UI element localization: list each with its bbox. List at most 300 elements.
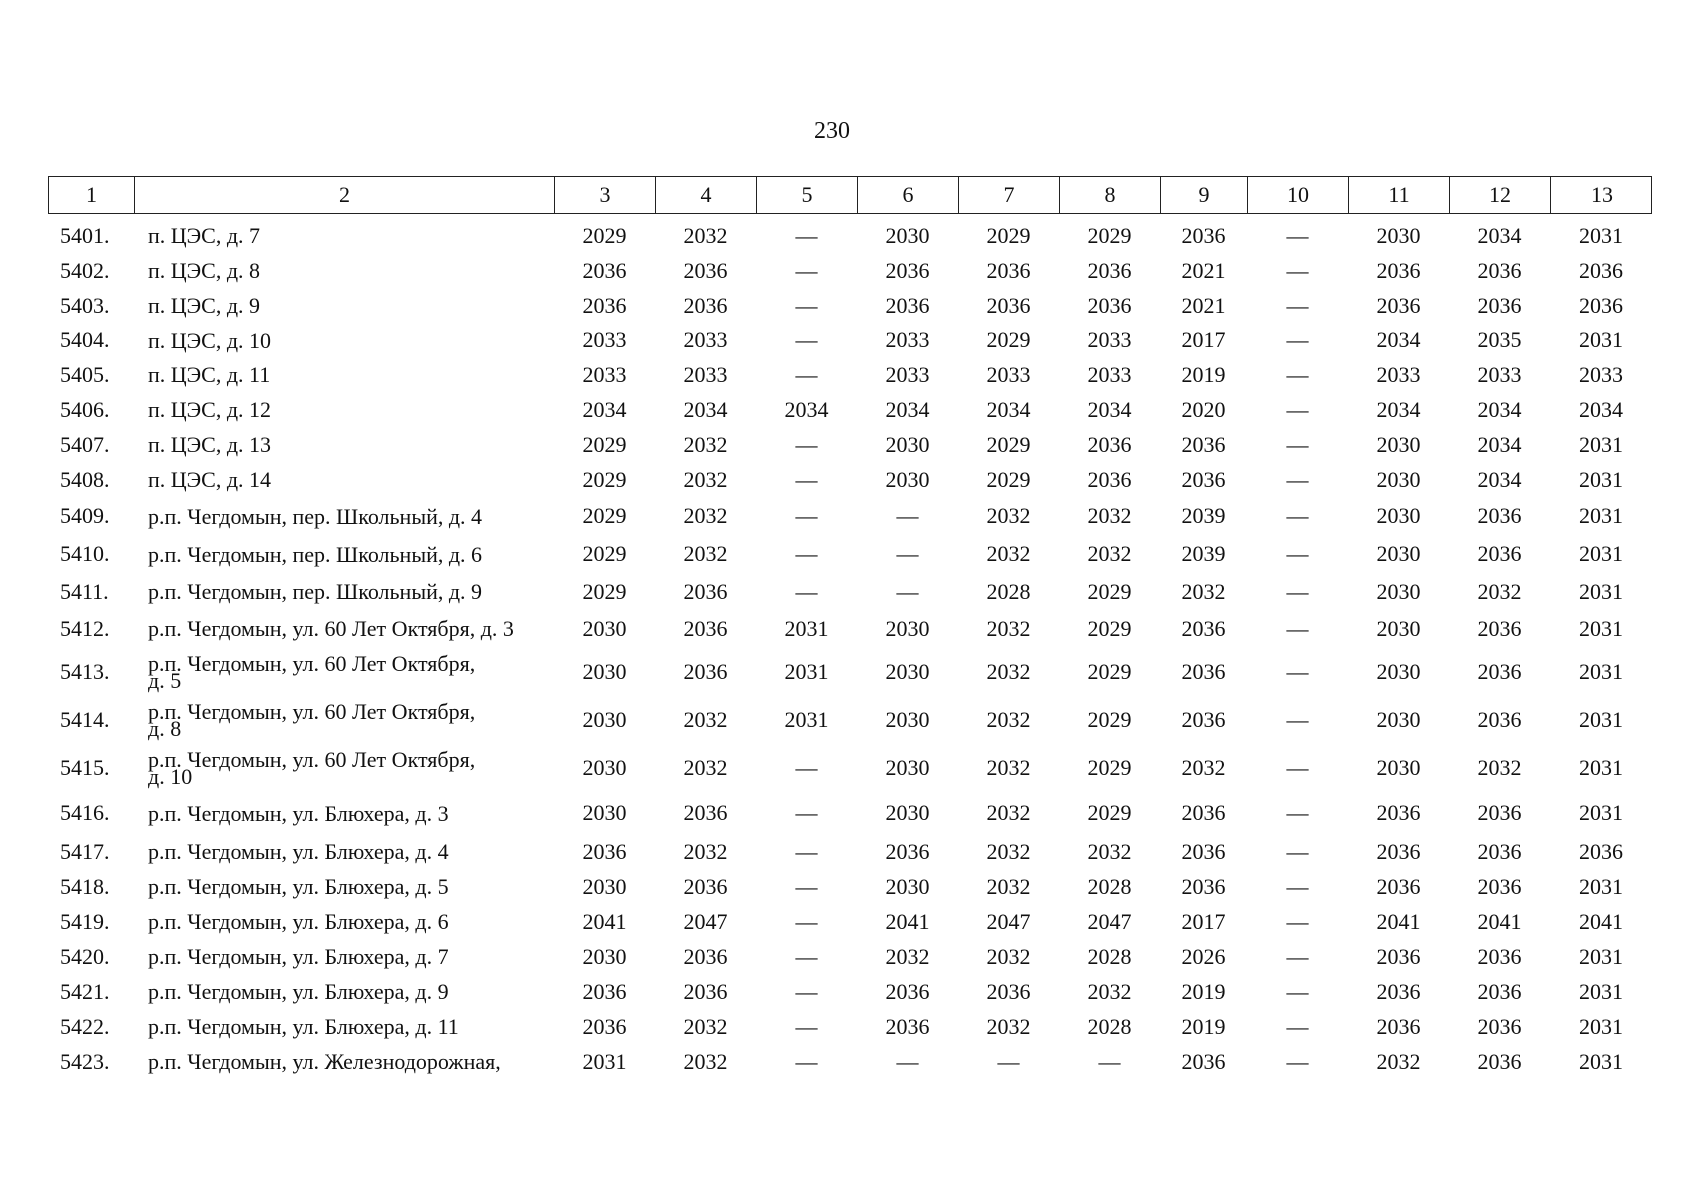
row-number: 5418. xyxy=(60,873,110,899)
year-cell: 2029 xyxy=(1087,707,1132,732)
year-cell: 2036 xyxy=(1477,658,1522,684)
year-cell: — xyxy=(795,873,818,899)
year-cell: 2033 xyxy=(1579,361,1623,387)
year-cell: 2032 xyxy=(683,503,728,528)
column-header-7: 7 xyxy=(959,177,1060,213)
year-cell: 2036 xyxy=(1376,292,1421,318)
year-cell: 2047 xyxy=(986,908,1031,934)
year-cell: 2041 xyxy=(1477,908,1522,934)
year-cell: 2030 xyxy=(885,873,930,899)
year-cell: 2034 xyxy=(1477,431,1522,457)
year-cell: 2034 xyxy=(885,396,930,422)
column-header-6: 6 xyxy=(858,177,959,213)
row-number: 5423. xyxy=(60,1048,110,1074)
year-cell: 2036 xyxy=(1579,838,1623,864)
year-cell: — xyxy=(1286,222,1309,248)
year-cell: 2029 xyxy=(1087,800,1132,825)
year-cell: 2031 xyxy=(1579,800,1623,825)
year-cell: 2031 xyxy=(1579,755,1623,780)
year-cell: 2036 xyxy=(885,838,930,864)
year-cell: 2036 xyxy=(1477,503,1522,528)
column-header-12: 12 xyxy=(1450,177,1551,213)
year-cell: — xyxy=(1286,1013,1309,1039)
year-cell: 2036 xyxy=(1376,943,1421,969)
year-cell: 2028 xyxy=(986,578,1031,604)
year-cell: 2041 xyxy=(885,908,930,934)
year-cell: 2036 xyxy=(683,943,728,969)
year-cell: 2032 xyxy=(683,838,728,864)
year-cell: 2036 xyxy=(1376,978,1421,1004)
year-cell: 2032 xyxy=(885,943,930,969)
year-cell: 2032 xyxy=(683,222,728,248)
column-header-5: 5 xyxy=(757,177,858,213)
year-cell: 2029 xyxy=(986,466,1031,492)
year-cell: — xyxy=(1286,578,1309,604)
year-cell: — xyxy=(795,800,818,825)
year-cell: 2036 xyxy=(582,838,627,864)
year-cell: 2034 xyxy=(1087,396,1132,422)
year-cell: 2032 xyxy=(986,1013,1031,1039)
year-cell: 2036 xyxy=(683,873,728,899)
year-cell: 2031 xyxy=(1579,222,1623,248)
year-cell: 2036 xyxy=(683,615,728,641)
year-cell: 2036 xyxy=(1477,800,1522,825)
address-cell: р.п. Чегдомын, ул. 60 Лет Октября, д. 5 xyxy=(148,650,476,693)
year-cell: 2036 xyxy=(1477,978,1522,1004)
year-cell: 2036 xyxy=(1477,615,1522,641)
table-row xyxy=(48,647,1652,696)
year-cell: — xyxy=(795,943,818,969)
address-cell: п. ЦЭС, д. 12 xyxy=(148,397,272,422)
year-cell: 2036 xyxy=(1477,1013,1522,1039)
year-cell: 2031 xyxy=(1579,578,1623,604)
year-cell: — xyxy=(1286,658,1309,684)
year-cell: 2032 xyxy=(1376,1048,1421,1074)
row-number: 5411. xyxy=(60,578,109,604)
address-cell: р.п. Чегдомын, ул. Блюхера, д. 7 xyxy=(148,944,449,969)
table-row xyxy=(48,1009,1652,1044)
year-cell: 2032 xyxy=(683,431,728,457)
year-cell: 2033 xyxy=(683,327,728,352)
year-cell: 2030 xyxy=(1376,755,1421,780)
year-cell: — xyxy=(795,361,818,387)
column-header-13: 13 xyxy=(1591,182,1613,207)
year-cell: 2036 xyxy=(683,978,728,1004)
year-cell: 2030 xyxy=(885,707,930,732)
year-cell: 2036 xyxy=(1477,541,1522,566)
year-cell: 2031 xyxy=(1579,1048,1623,1074)
year-cell: 2034 xyxy=(784,396,829,422)
year-cell: 2029 xyxy=(582,503,627,528)
year-cell: 2033 xyxy=(986,361,1031,387)
year-cell: — xyxy=(896,1048,919,1074)
year-cell: 2031 xyxy=(1579,1013,1623,1039)
table-row xyxy=(48,974,1652,1009)
table-body xyxy=(48,218,1652,1079)
year-cell: 2028 xyxy=(1087,943,1132,969)
year-cell: — xyxy=(1286,361,1309,387)
row-number: 5416. xyxy=(60,800,110,825)
year-cell: 2036 xyxy=(1477,292,1522,318)
year-cell: 2021 xyxy=(1181,257,1226,283)
year-cell: 2031 xyxy=(1579,978,1623,1004)
year-cell: 2032 xyxy=(986,755,1031,780)
year-cell: — xyxy=(795,978,818,1004)
year-cell: — xyxy=(896,541,919,566)
row-number: 5412. xyxy=(60,615,110,641)
table-row xyxy=(48,392,1652,427)
row-number: 5422. xyxy=(60,1013,110,1039)
year-cell: — xyxy=(1286,908,1309,934)
year-cell: 2030 xyxy=(582,755,627,780)
row-number: 5414. xyxy=(60,707,110,732)
year-cell: 2047 xyxy=(1087,908,1132,934)
year-cell: — xyxy=(795,292,818,318)
year-cell: 2031 xyxy=(1579,658,1623,684)
address-cell: п. ЦЭС, д. 14 xyxy=(148,467,272,492)
table-row xyxy=(48,610,1652,647)
year-cell: — xyxy=(1286,873,1309,899)
year-cell: 2047 xyxy=(683,908,728,934)
year-cell: — xyxy=(795,503,818,528)
address-cell: п. ЦЭС, д. 9 xyxy=(148,293,261,318)
row-number: 5407. xyxy=(60,431,110,457)
row-number: 5420. xyxy=(60,943,110,969)
year-cell: 2035 xyxy=(1477,327,1522,352)
year-cell: 2030 xyxy=(1376,658,1421,684)
year-cell: 2030 xyxy=(582,707,627,732)
year-cell: 2032 xyxy=(986,800,1031,825)
year-cell: 2041 xyxy=(582,908,627,934)
year-cell: — xyxy=(795,327,818,352)
year-cell: 2030 xyxy=(1376,541,1421,566)
year-cell: 2036 xyxy=(885,257,930,283)
table-row xyxy=(48,792,1652,834)
year-cell: 2031 xyxy=(1579,541,1623,566)
table-row xyxy=(48,869,1652,904)
year-cell: 2032 xyxy=(1477,578,1522,604)
year-cell: 2039 xyxy=(1181,541,1226,566)
address-cell: р.п. Чегдомын, ул. Блюхера, д. 5 xyxy=(148,874,449,899)
year-cell: 2030 xyxy=(885,755,930,780)
year-cell: 2032 xyxy=(986,615,1031,641)
year-cell: 2030 xyxy=(885,615,930,641)
year-cell: 2036 xyxy=(1181,222,1226,248)
year-cell: 2036 xyxy=(1477,1048,1522,1074)
year-cell: 2036 xyxy=(885,978,930,1004)
year-cell: — xyxy=(795,257,818,283)
table-row xyxy=(48,696,1652,744)
year-cell: 2030 xyxy=(582,873,627,899)
row-number: 5406. xyxy=(60,396,110,422)
table-row xyxy=(48,904,1652,939)
table-row xyxy=(48,535,1652,573)
year-cell: 2030 xyxy=(1376,578,1421,604)
year-cell: — xyxy=(896,578,919,604)
year-cell: 2036 xyxy=(1477,873,1522,899)
year-cell: 2029 xyxy=(1087,578,1132,604)
year-cell: 2034 xyxy=(986,396,1031,422)
table-row xyxy=(48,357,1652,392)
address-cell: р.п. Чегдомын, пер. Школьный, д. 9 xyxy=(148,579,483,604)
year-cell: — xyxy=(795,908,818,934)
year-cell: — xyxy=(1286,978,1309,1004)
year-cell: 2028 xyxy=(1087,1013,1132,1039)
year-cell: 2036 xyxy=(1181,466,1226,492)
year-cell: 2030 xyxy=(1376,503,1421,528)
year-cell: 2036 xyxy=(1181,838,1226,864)
address-cell: п. ЦЭС, д. 13 xyxy=(148,432,272,457)
year-cell: 2029 xyxy=(1087,615,1132,641)
year-cell: 2029 xyxy=(582,431,627,457)
year-cell: 2041 xyxy=(1376,908,1421,934)
year-cell: 2030 xyxy=(885,466,930,492)
year-cell: 2036 xyxy=(683,658,728,684)
row-number: 5421. xyxy=(60,978,110,1004)
year-cell: — xyxy=(1286,707,1309,732)
year-cell: 2032 xyxy=(1181,755,1226,780)
address-cell: п. ЦЭС, д. 10 xyxy=(148,327,272,353)
year-cell: 2031 xyxy=(784,658,829,684)
year-cell: 2036 xyxy=(986,978,1031,1004)
address-cell: п. ЦЭС, д. 11 xyxy=(148,362,271,387)
year-cell: 2032 xyxy=(986,873,1031,899)
year-cell: 2030 xyxy=(885,431,930,457)
year-cell: 2036 xyxy=(683,578,728,604)
row-number: 5409. xyxy=(60,503,110,528)
year-cell: 2019 xyxy=(1181,361,1226,387)
row-number: 5401. xyxy=(60,222,110,248)
address-cell: р.п. Чегдомын, ул. Блюхера, д. 3 xyxy=(148,800,449,826)
year-cell: 2036 xyxy=(986,292,1031,318)
row-number: 5405. xyxy=(60,361,110,387)
year-cell: — xyxy=(795,578,818,604)
year-cell: 2034 xyxy=(1477,466,1522,492)
year-cell: 2034 xyxy=(1477,222,1522,248)
year-cell: 2036 xyxy=(1376,838,1421,864)
year-cell: 2030 xyxy=(885,800,930,825)
year-cell: 2030 xyxy=(1376,431,1421,457)
year-cell: 2036 xyxy=(1477,707,1522,732)
address-cell: р.п. Чегдомын, ул. Блюхера, д. 4 xyxy=(148,839,449,864)
year-cell: — xyxy=(1286,503,1309,528)
year-cell: 2031 xyxy=(1579,327,1623,352)
year-cell: — xyxy=(1286,1048,1309,1074)
year-cell: 2017 xyxy=(1181,327,1226,352)
year-cell: 2032 xyxy=(1477,755,1522,780)
year-cell: 2033 xyxy=(1087,361,1132,387)
year-cell: 2036 xyxy=(1376,873,1421,899)
table-row xyxy=(48,497,1652,535)
year-cell: — xyxy=(1286,431,1309,457)
year-cell: 2031 xyxy=(582,1048,627,1074)
year-cell: 2033 xyxy=(885,361,930,387)
year-cell: 2034 xyxy=(582,396,627,422)
year-cell: 2034 xyxy=(683,396,728,422)
year-cell: 2028 xyxy=(1087,873,1132,899)
year-cell: 2036 xyxy=(1087,466,1132,492)
year-cell: 2031 xyxy=(1579,873,1623,899)
year-cell: 2032 xyxy=(1181,578,1226,604)
row-number: 5415. xyxy=(60,755,110,780)
year-cell: 2032 xyxy=(683,466,728,492)
year-cell: 2036 xyxy=(683,292,728,318)
year-cell: 2036 xyxy=(683,257,728,283)
year-cell: 2032 xyxy=(1087,541,1132,566)
column-header-3: 3 xyxy=(555,177,656,213)
address-cell: р.п. Чегдомын, ул. 60 Лет Октября, д. 3 xyxy=(148,616,514,641)
year-cell: 2033 xyxy=(1376,361,1421,387)
year-cell: — xyxy=(896,503,919,528)
address-cell: р.п. Чегдомын, ул. Железнодорожная, xyxy=(148,1049,501,1074)
row-number: 5403. xyxy=(60,292,110,318)
address-cell: р.п. Чегдомын, ул. Блюхера, д. 9 xyxy=(148,979,449,1004)
table-row xyxy=(48,253,1652,288)
year-cell: 2029 xyxy=(1087,222,1132,248)
year-cell: 2030 xyxy=(885,658,930,684)
address-cell: р.п. Чегдомын, ул. Блюхера, д. 6 xyxy=(148,909,449,934)
address-cell: р.п. Чегдомын, ул. 60 Лет Октября, д. 10 xyxy=(148,747,476,789)
year-cell: — xyxy=(1286,541,1309,566)
year-cell: 2031 xyxy=(1579,615,1623,641)
year-cell: 2032 xyxy=(683,755,728,780)
year-cell: 2021 xyxy=(1181,292,1226,318)
year-cell: 2029 xyxy=(986,431,1031,457)
year-cell: 2033 xyxy=(1087,327,1132,352)
table-header-row xyxy=(48,176,1652,214)
table-row xyxy=(48,744,1652,792)
row-number: 5413. xyxy=(60,658,110,684)
year-cell: — xyxy=(1286,943,1309,969)
year-cell: — xyxy=(1286,257,1309,283)
year-cell: 2032 xyxy=(986,503,1031,528)
year-cell: 2030 xyxy=(582,615,627,641)
row-number: 5404. xyxy=(60,327,110,352)
table-row xyxy=(48,834,1652,869)
table-row xyxy=(48,939,1652,974)
address-cell: р.п. Чегдомын, ул. Блюхера, д. 11 xyxy=(148,1014,459,1039)
year-cell: 2020 xyxy=(1181,396,1226,422)
year-cell: — xyxy=(1286,292,1309,318)
year-cell: 2017 xyxy=(1181,908,1226,934)
row-number: 5408. xyxy=(60,466,110,492)
year-cell: 2036 xyxy=(885,1013,930,1039)
year-cell: 2032 xyxy=(986,943,1031,969)
year-cell: 2036 xyxy=(1477,838,1522,864)
year-cell: 2031 xyxy=(1579,943,1623,969)
year-cell: 2036 xyxy=(1376,1013,1421,1039)
table-row xyxy=(48,1044,1652,1079)
year-cell: 2036 xyxy=(1181,658,1226,684)
year-cell: 2036 xyxy=(1087,431,1132,457)
year-cell: 2036 xyxy=(582,257,627,283)
year-cell: 2036 xyxy=(1579,257,1623,283)
year-cell: 2032 xyxy=(1087,978,1132,1004)
year-cell: — xyxy=(795,838,818,864)
year-cell: 2036 xyxy=(1477,943,1522,969)
year-cell: — xyxy=(1286,327,1309,352)
year-cell: 2036 xyxy=(1376,257,1421,283)
year-cell: 2029 xyxy=(1087,755,1132,780)
row-number: 5417. xyxy=(60,838,110,864)
year-cell: 2036 xyxy=(1376,800,1421,825)
year-cell: 2036 xyxy=(1477,257,1522,283)
address-cell: п. ЦЭС, д. 7 xyxy=(148,223,261,248)
year-cell: 2036 xyxy=(582,1013,627,1039)
address-cell: п. ЦЭС, д. 8 xyxy=(148,258,261,283)
year-cell: — xyxy=(795,466,818,492)
address-cell: р.п. Чегдомын, пер. Школьный, д. 6 xyxy=(148,541,483,567)
year-cell: 2031 xyxy=(1579,466,1623,492)
year-cell: 2031 xyxy=(1579,707,1623,732)
table-row xyxy=(48,427,1652,462)
year-cell: 2030 xyxy=(582,800,627,825)
year-cell: — xyxy=(1286,466,1309,492)
year-cell: — xyxy=(795,431,818,457)
year-cell: — xyxy=(1286,755,1309,780)
year-cell: 2030 xyxy=(1376,466,1421,492)
year-cell: 2036 xyxy=(683,800,728,825)
year-cell: 2029 xyxy=(582,466,627,492)
column-header-2: 2 xyxy=(135,177,555,213)
year-cell: 2033 xyxy=(885,327,930,352)
year-cell: — xyxy=(1286,396,1309,422)
year-cell: 2030 xyxy=(582,943,627,969)
year-cell: 2019 xyxy=(1181,978,1226,1004)
year-cell: 2041 xyxy=(1579,908,1623,934)
year-cell: 2031 xyxy=(784,615,829,641)
year-cell: 2033 xyxy=(582,327,627,352)
year-cell: 2032 xyxy=(986,707,1031,732)
year-cell: 2029 xyxy=(1087,658,1132,684)
year-cell: 2036 xyxy=(1181,707,1226,732)
year-cell: 2026 xyxy=(1181,943,1226,969)
year-cell: 2036 xyxy=(1181,873,1226,899)
year-cell: — xyxy=(1286,838,1309,864)
year-cell: 2036 xyxy=(582,292,627,318)
year-cell: 2036 xyxy=(1181,615,1226,641)
year-cell: 2029 xyxy=(986,327,1031,352)
year-cell: 2039 xyxy=(1181,503,1226,528)
year-cell: 2036 xyxy=(885,292,930,318)
year-cell: 2030 xyxy=(1376,615,1421,641)
year-cell: — xyxy=(1286,800,1309,825)
year-cell: 2034 xyxy=(1477,396,1522,422)
row-number: 5410. xyxy=(60,541,110,566)
year-cell: 2032 xyxy=(1087,838,1132,864)
row-number: 5419. xyxy=(60,908,110,934)
year-cell: — xyxy=(795,1048,818,1074)
year-cell: 2034 xyxy=(1376,327,1421,352)
year-cell: — xyxy=(795,1013,818,1039)
year-cell: 2031 xyxy=(1579,431,1623,457)
year-cell: 2033 xyxy=(582,361,627,387)
year-cell: 2029 xyxy=(582,222,627,248)
table-row xyxy=(48,573,1652,610)
year-cell: — xyxy=(1098,1048,1121,1074)
year-cell: 2032 xyxy=(1087,503,1132,528)
column-header-1: 1 xyxy=(49,177,135,213)
table-row xyxy=(48,323,1652,357)
year-cell: 2036 xyxy=(1181,1048,1226,1074)
address-cell: р.п. Чегдомын, пер. Школьный, д. 4 xyxy=(148,503,483,529)
year-cell: 2030 xyxy=(885,222,930,248)
year-cell: 2032 xyxy=(683,1048,728,1074)
column-header-8: 8 xyxy=(1060,177,1161,213)
year-cell: 2029 xyxy=(986,222,1031,248)
year-cell: — xyxy=(795,755,818,780)
year-cell: 2036 xyxy=(1181,431,1226,457)
